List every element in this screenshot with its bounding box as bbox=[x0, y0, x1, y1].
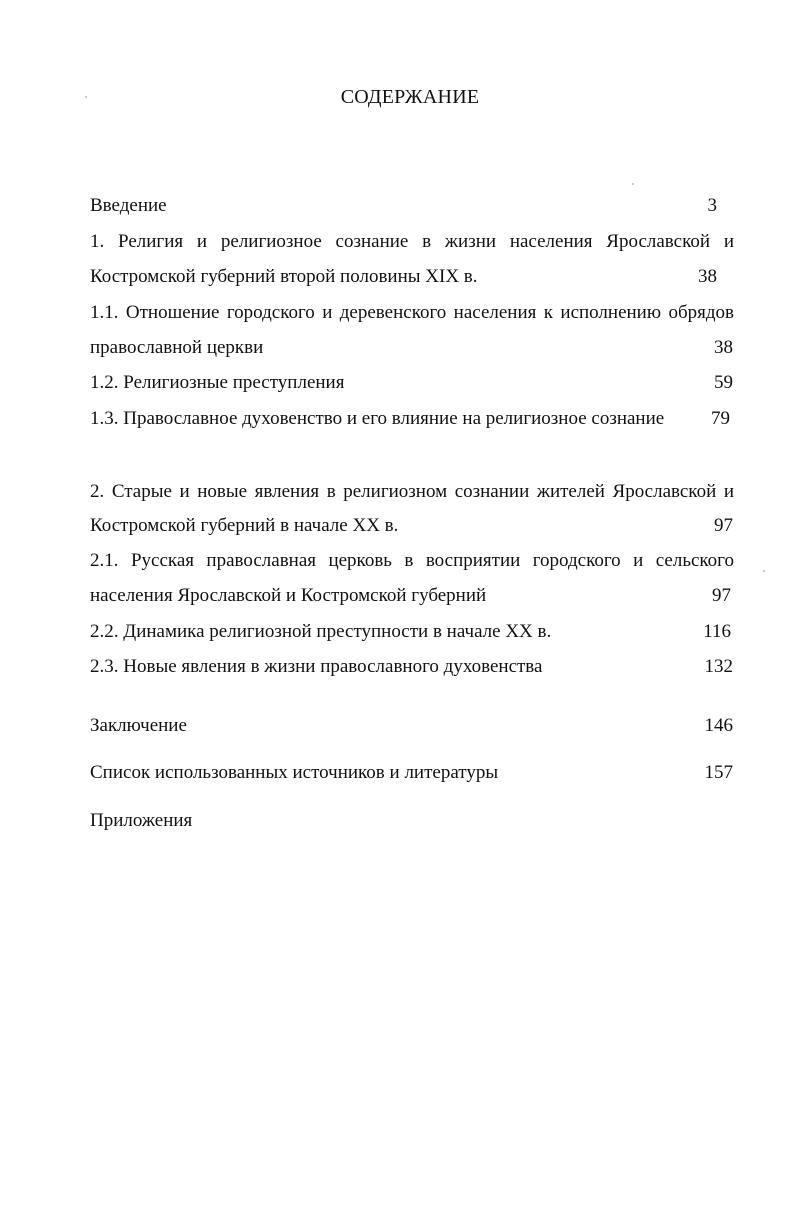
toc-page-number: 116 bbox=[703, 621, 731, 642]
toc-entry-text: Костромской губерний в начале XX в. bbox=[90, 515, 399, 536]
toc-entry-text: Костромской губерний второй половины XIX в. bbox=[90, 266, 478, 287]
toc-page-number: 59 bbox=[714, 372, 733, 393]
toc-page-number: 3 bbox=[707, 195, 717, 216]
toc-entry-text: 2.2. Динамика религиозной преступности в начале XX в. bbox=[90, 621, 552, 642]
toc-entry-text: Введение bbox=[90, 195, 167, 216]
toc-page-number: 97 bbox=[714, 515, 733, 536]
toc-page-number: 157 bbox=[704, 762, 733, 783]
toc-entry-bibliography bbox=[90, 760, 734, 786]
toc-entry-introduction bbox=[90, 193, 734, 219]
toc-entry-text: населения Ярославской и Костромской губерний bbox=[90, 585, 487, 606]
scan-speck bbox=[763, 570, 765, 572]
scan-speck bbox=[85, 96, 87, 98]
toc-entry-appendices bbox=[90, 808, 734, 834]
scan-speck bbox=[632, 183, 634, 185]
toc-entry-1-2 bbox=[90, 370, 734, 396]
toc-entry-conclusion bbox=[90, 713, 734, 739]
toc-entry-2-1-line2 bbox=[90, 583, 734, 609]
toc-entry-text: 1.2. Религиозные преступления bbox=[90, 372, 345, 393]
toc-entry-text: православной церкви bbox=[90, 337, 264, 358]
toc-page-number: 38 bbox=[714, 337, 733, 358]
toc-entry-text: Список использованных источников и литературы bbox=[90, 762, 499, 783]
toc-entry-2-1-line1: 2.1. Русская православная церковь в восприятии городского и сельского bbox=[90, 550, 734, 571]
toc-entry-text: 2.3. Новые явления в жизни православного духовенства bbox=[90, 656, 543, 677]
toc-entry-text: 1.3. Православное духовенство и его влияние на религиозное сознание bbox=[90, 408, 665, 429]
page-title: СОДЕРЖАНИЕ bbox=[340, 86, 480, 108]
toc-page-number: 38 bbox=[698, 266, 717, 287]
toc-page-number: 132 bbox=[704, 656, 733, 677]
toc-page-number: 146 bbox=[704, 715, 733, 736]
toc-entry-chapter-2-line1: 2. Старые и новые явления в религиозном сознании жителей Ярославской и bbox=[90, 481, 734, 502]
toc-entry-2-2 bbox=[90, 619, 734, 645]
toc-entry-1-3 bbox=[90, 406, 734, 432]
toc-entry-1-1-line1: 1.1. Отношение городского и деревенского населения к исполнению обрядов bbox=[90, 302, 734, 323]
toc-entry-text: Приложения bbox=[90, 810, 193, 831]
toc-page-number: 79 bbox=[711, 408, 730, 429]
toc-entry-2-3 bbox=[90, 654, 734, 680]
toc-page-number: 97 bbox=[712, 585, 731, 606]
toc-entry-chapter-2-line2 bbox=[90, 513, 734, 539]
toc-entry-1-1-line2 bbox=[90, 335, 734, 361]
toc-entry-text: Заключение bbox=[90, 715, 187, 736]
toc-entry-chapter-1-line1: 1. Религия и религиозное сознание в жизни населения Ярославской и bbox=[90, 231, 734, 252]
toc-entry-chapter-1-line2 bbox=[90, 264, 734, 290]
